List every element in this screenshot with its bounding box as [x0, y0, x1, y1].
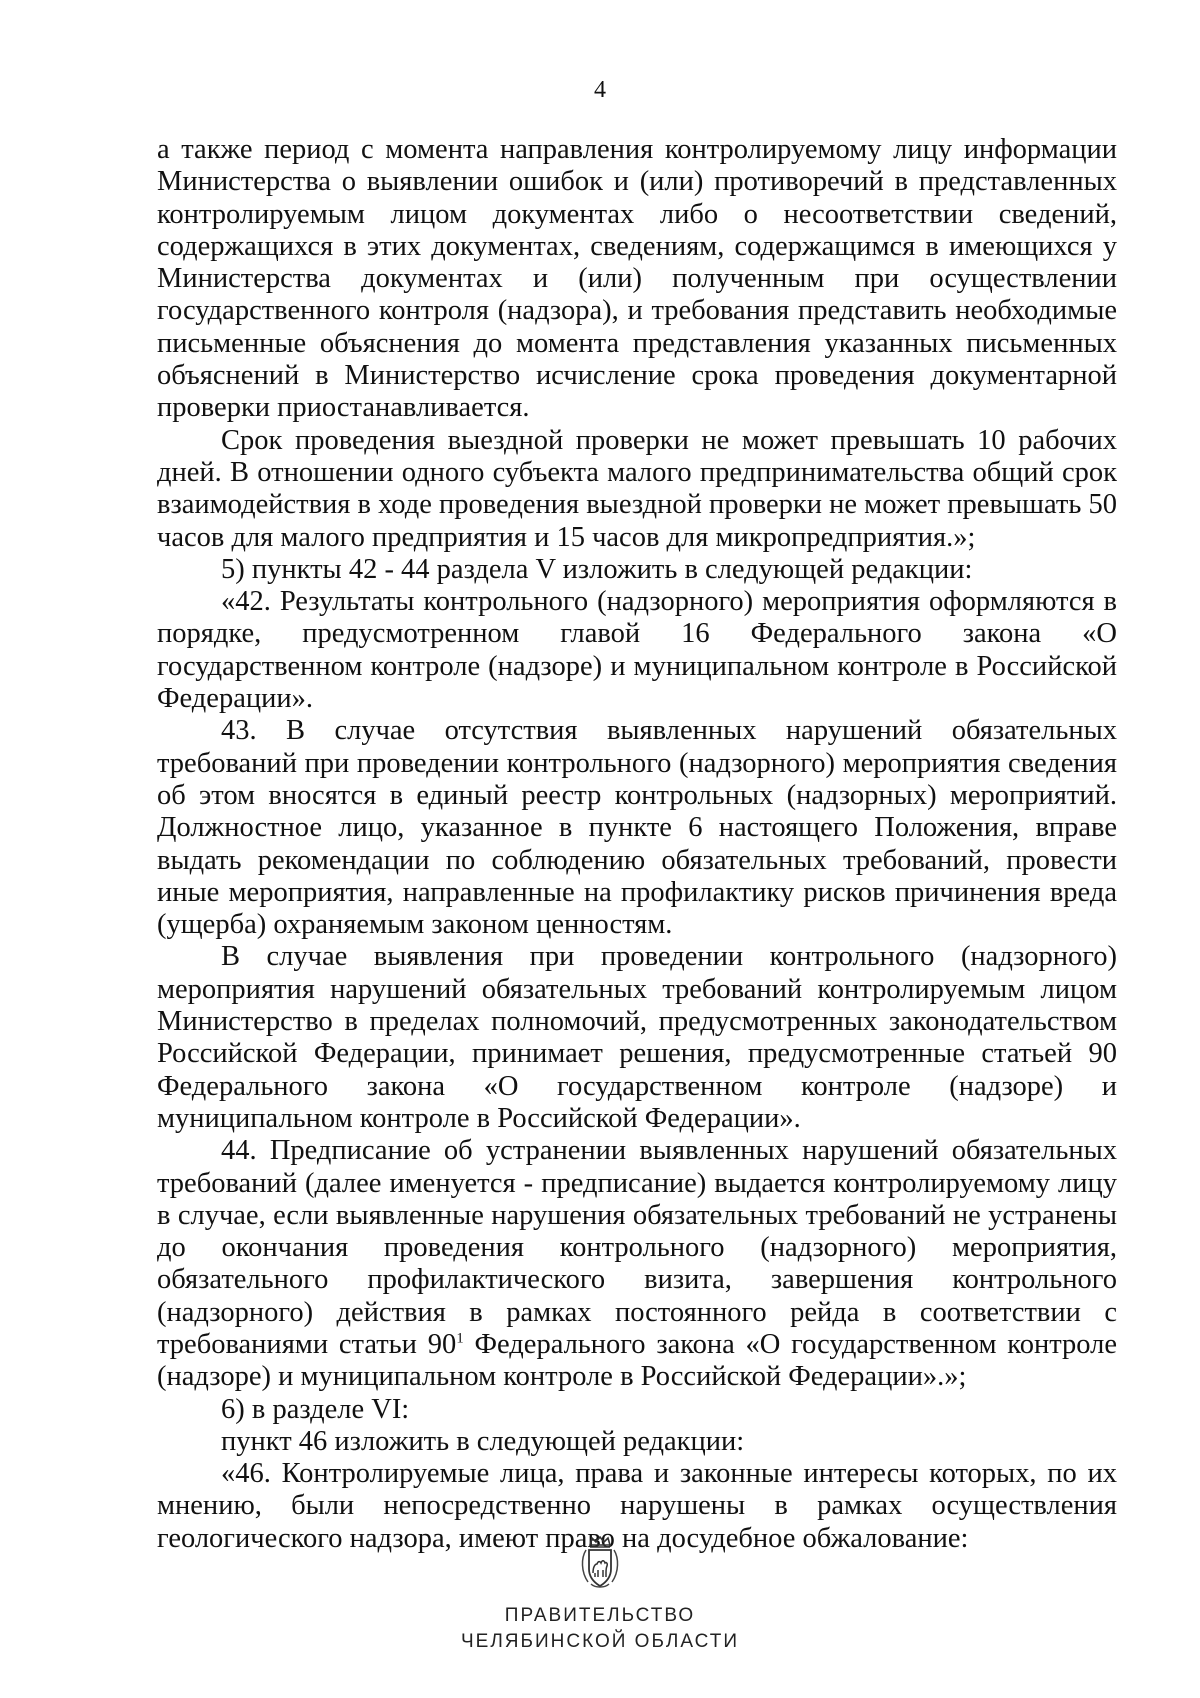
paragraph-amendment-5: 5) пункты 42 - 44 раздела V изложить в следующей редакции:: [221, 553, 973, 585]
item-44-text-end: Федерального закона «О государственном контроле (надзоре) и муниципальном контроле в Российской Федерации».»;: [157, 1328, 1118, 1393]
page-number: 4: [594, 77, 606, 103]
paragraph-violations: В случае выявления при проведении контрольного (надзорного) мероприятия нарушений обязательных требований контролируемым лицом Министерство в пределах полномочий, предусмотренных законодательством Российской Федерации, принимает решения, предусмотренные статьей 90 Федерального закона «О государственном контроле (надзоре) и муниципальном контроле в Российской Федерации».: [157, 941, 1117, 1134]
coat-of-arms-icon: [580, 1536, 620, 1590]
paragraph-item-43: 43. В случае отсутствия выявленных нарушений обязательных требований при проведении контрольного (надзорного) мероприятия сведения об этом вносятся в единый реестр контрольных (надзорных) мероприятий. Должностное лицо, указанное в пункте 6 настоящего Положения, вправе выдать рекомендации по соблюдению обязательных требований, провести иные мероприятия, направленные на профилактику рисков причинения вреда (ущерба) охраняемым законом ценностям.: [157, 715, 1117, 941]
region-name: ЧЕЛЯБИНСКОЙ ОБЛАСТИ: [461, 1631, 739, 1652]
paragraph-item-42: «42. Результаты контрольного (надзорного) мероприятия оформляются в порядке, предусмотренном главой 16 Федерального закона «О государственном контроле (надзоре) и муниципальном контроле в Российской Федерации».: [157, 586, 1117, 715]
paragraph-amendment-6: 6) в разделе VI:: [221, 1393, 410, 1425]
paragraph-item-46-intro: пункт 46 изложить в следующей редакции:: [221, 1425, 745, 1457]
paragraph-item-46: «46. Контролируемые лица, права и законные интересы которых, по их мнению, были непосредственно нарушены в рамках осуществления геологического надзора, имеют право на досудебное обжалование:: [157, 1458, 1117, 1554]
footer-emblem: [0, 1536, 1200, 1655]
paragraph-continuation: а также период с момента направления контролируемому лицу информации Министерства о выявлении ошибок и (или) противоречий в представленных контролируемым лицом документах либо о несоответствии сведений, содержащихся в этих документах, сведениям, содержащимся в имеющихся у Министерства документах и (или) полученным при осуществлении государственного контроля (надзора), и требования представить необходимые письменные объяснения до момента представления указанных письменных объяснений в Министерство исчисление срока проведения документарной проверки приостанавливается.: [157, 134, 1117, 424]
article-superscript: 1: [456, 1330, 464, 1347]
item-44-text: 44. Предписание об устранении выявленных нарушений обязательных требований (далее именуется - предписание) выдается контролируемому лицу в случае, если выявленные нарушения обязательных требований не устранены до окончания проведения контрольного (надзорного) мероприятия, обязательного профилактического визита, завершения контрольного (надзорного) действия в рамках постоянного рейда в соответствии с требованиями статьи 90: [157, 1135, 1117, 1360]
paragraph-inspection-term: Срок проведения выездной проверки не может превышать 10 рабочих дней. В отношении одного субъекта малого предпринимательства общий срок взаимодействия в ходе проведения выездной проверки не может превышать 50 часов для малого предприятия и 15 часов для микропредприятия.»;: [157, 424, 1117, 553]
paragraph-item-44: [157, 1135, 1117, 1393]
government-name: ПРАВИТЕЛЬСТВО: [504, 1605, 696, 1626]
document-body: [157, 134, 1117, 1555]
